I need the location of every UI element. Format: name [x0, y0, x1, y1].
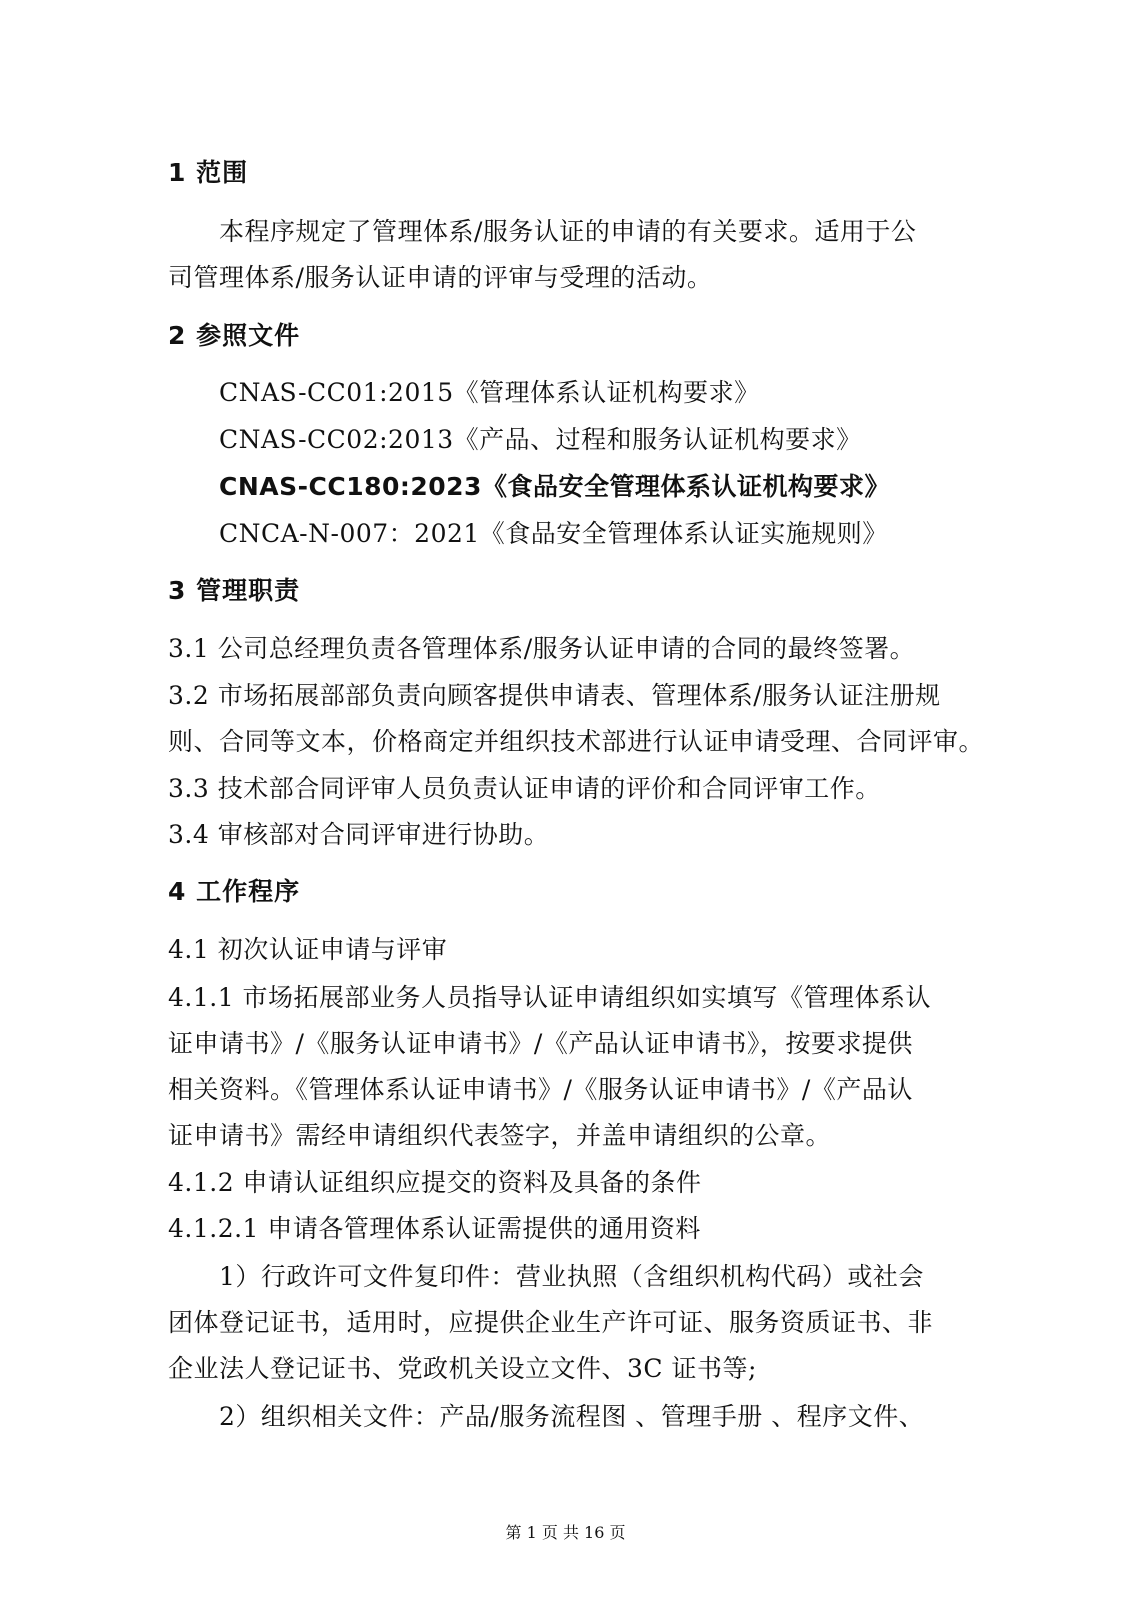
- reference-item: CNAS-CC02:2013《产品、过程和服务认证机构要求》: [219, 425, 862, 454]
- list-item-2-line-1: 2）组织相关文件：产品/服务流程图 、管理手册 、程序文件、: [219, 1402, 925, 1431]
- section-1-para-line-2: 司管理体系/服务认证申请的评审与受理的活动。: [168, 263, 713, 292]
- duty-item-3-2-line-2: 则、合同等文本，价格商定并组织技术部进行认证申请受理、合同评审。: [168, 727, 985, 756]
- duty-item-3-4: 3.4 审核部对合同评审进行协助。: [168, 820, 550, 849]
- para-4-1-2: 4.1.2 申请认证组织应提交的资料及具备的条件: [168, 1168, 702, 1197]
- reference-item: CNAS-CC180:2023《食品安全管理体系认证机构要求》: [219, 472, 890, 501]
- section-1-para-line-1: 本程序规定了管理体系/服务认证的申请的有关要求。适用于公: [219, 217, 917, 246]
- list-item-1-line-2: 团体登记证书，适用时，应提供企业生产许可证、服务资质证书、非: [168, 1308, 934, 1337]
- subsection-4-1: 4.1 初次认证申请与评审: [168, 935, 448, 964]
- section-1-heading: 1 范围: [168, 158, 249, 187]
- para-4-1-1-line-1: 4.1.1 市场拓展部业务人员指导认证申请组织如实填写《管理体系认: [168, 983, 932, 1012]
- para-4-1-1-line-2: 证申请书》/《服务认证申请书》/《产品认证申请书》，按要求提供: [168, 1029, 913, 1058]
- list-item-1-line-1: 1）行政许可文件复印件：营业执照（含组织机构代码）或社会: [219, 1262, 924, 1291]
- section-2-heading: 2 参照文件: [168, 321, 301, 350]
- section-3-heading: 3 管理职责: [168, 576, 301, 605]
- duty-item-3-3: 3.3 技术部合同评审人员负责认证申请的评价和合同评审工作。: [168, 774, 881, 803]
- page-footer: 第 1 页 共 16 页: [505, 1523, 626, 1542]
- duty-item-3-1: 3.1 公司总经理负责各管理体系/服务认证申请的合同的最终签署。: [168, 634, 916, 663]
- reference-item: CNCA-N-007：2021《食品安全管理体系认证实施规则》: [219, 519, 888, 548]
- section-4-heading: 4 工作程序: [168, 877, 301, 906]
- para-4-1-1-line-4: 证申请书》需经申请组织代表签字，并盖申请组织的公章。: [168, 1121, 832, 1150]
- duty-item-3-2-line-1: 3.2 市场拓展部部负责向顾客提供申请表、管理体系/服务认证注册规: [168, 681, 941, 710]
- para-4-1-2-1: 4.1.2.1 申请各管理体系认证需提供的通用资料: [168, 1214, 701, 1243]
- para-4-1-1-line-3: 相关资料。《管理体系认证申请书》/《服务认证申请书》/《产品认: [168, 1075, 913, 1104]
- list-item-1-line-3: 企业法人登记证书、党政机关设立文件、3C 证书等;: [168, 1354, 757, 1383]
- reference-item: CNAS-CC01:2015《管理体系认证机构要求》: [219, 378, 760, 407]
